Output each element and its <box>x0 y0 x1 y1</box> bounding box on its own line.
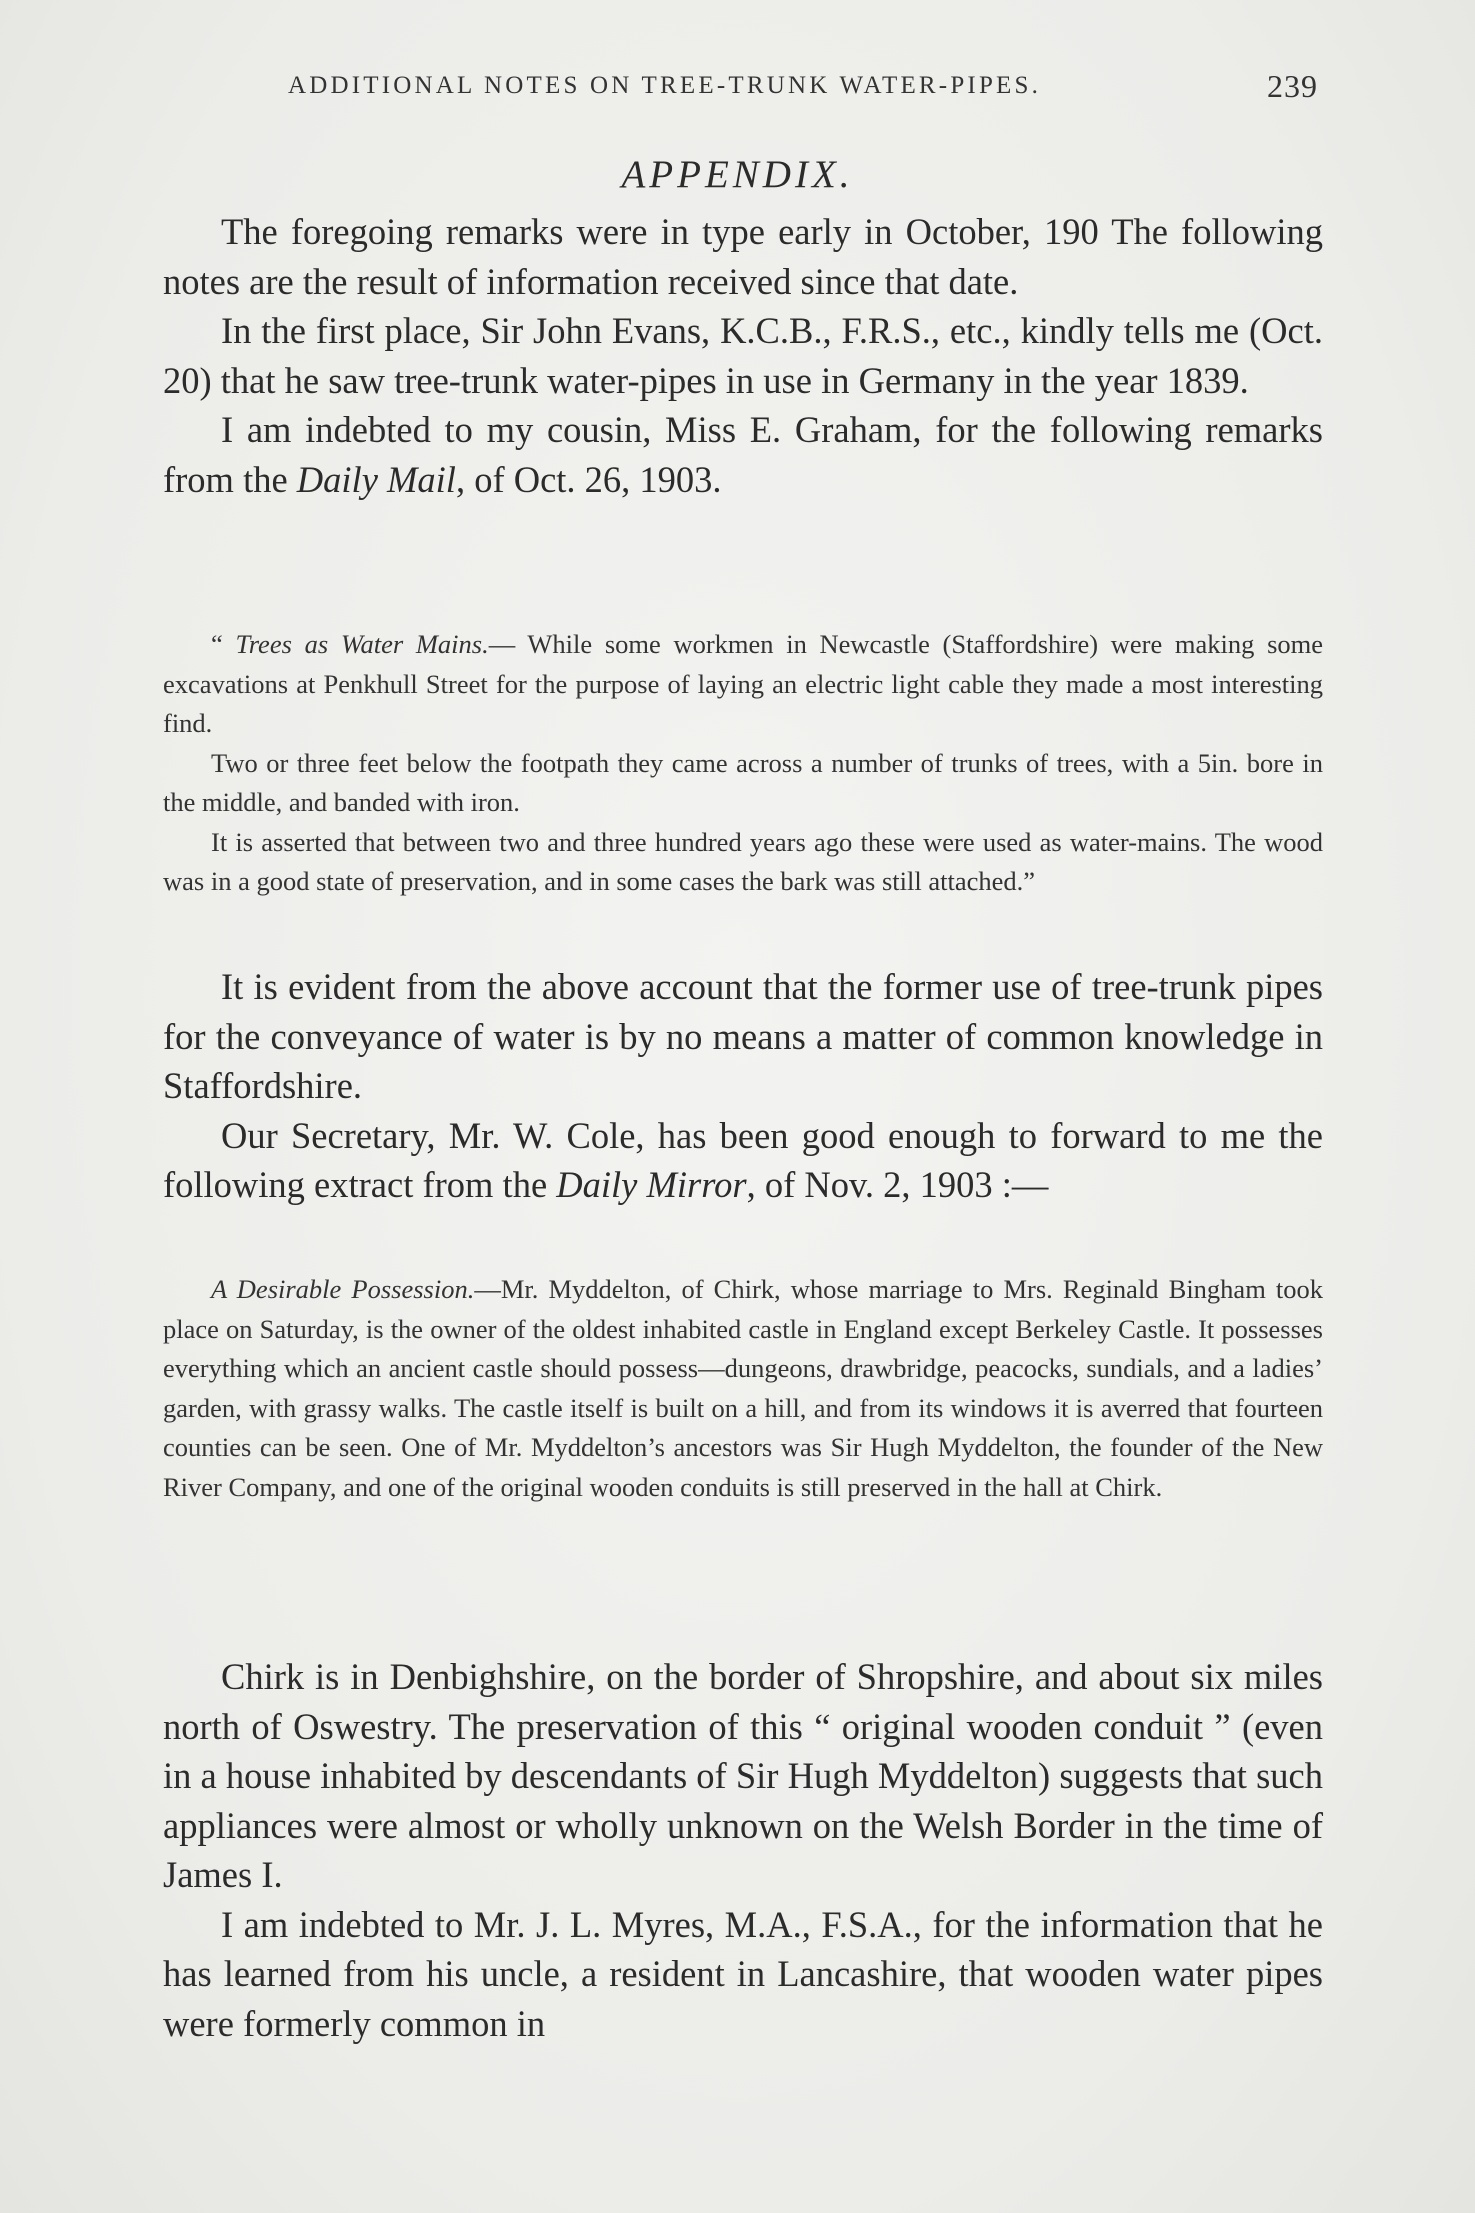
page-number: 239 <box>1267 68 1318 104</box>
appendix-heading: APPENDIX. <box>621 153 854 196</box>
paragraph-chirk: Chirk is in Denbighshire, on the border of Shropshire, and about six miles north of Oswestry. The preservation of this “ original wooden conduit ” (even in a house inhabited by descendants of Sir Hugh Myddelton) suggests that such appliances were almost or wholly unknown on the Welsh Border in the time of James I. <box>163 1656 1323 1895</box>
quote2-text: —Mr. Myddelton, of Chirk, whose marriage to Mrs. Reginald Bingham took place on Saturday, is the owner of the oldest inhabited castle in England except Berkeley Castle. It possesses everything which an ancient castle should possess—dungeons, drawbridge, peacocks, sundials, and a ladies’ garden, with grassy walks. The castle itself is built on a hill, and from its windows it is averred that fourteen counties can be seen. One of Mr. Myddelton’s ancestors was Sir Hugh Myddelton, the founder of the New River Company, and one of the original wooden conduits is still preserved in the hall at Chirk. <box>163 1274 1323 1502</box>
quote-trees-as-water-mains <box>163 625 1323 902</box>
paragraph-evident: It is evident from the above account that the former use of tree-trunk pipes for the conveyance of water is by no means a matter of common knowledge in Staffordshire. <box>163 966 1323 1106</box>
quote2-title: A Desirable Possession. <box>211 1274 475 1304</box>
quote1-text-1: — While some workmen in Newcastle (Staffordshire) were making some excavations at Penkhull Street for the purpose of laying an electric light cable they made a most interesting find. <box>163 629 1324 738</box>
quote1-paragraph-1 <box>163 625 1323 744</box>
quote1-paragraph-3: It is asserted that between two and three hundred years ago these were used as water-mains. The wood was in a good state of preservation, and in some cases the bark was still attached.” <box>163 826 1323 896</box>
paragraph-myres: I am indebted to Mr. J. L. Myres, M.A., F.S.A., for the information that he has learned from his uncle, a resident in Lancashire, that wooden water pipes were formerly common in <box>163 1903 1323 2044</box>
secretary-text: Our Secretary, Mr. W. Cole, has been good enough to forward to me the following extract from the <box>163 1114 1323 1205</box>
middle-paragraphs <box>163 962 1323 1210</box>
quote-desirable-possession <box>163 1270 1323 1507</box>
quote1-paragraph-2: Two or three feet below the footpath they came across a number of trunks of trees, with a 5in. bore in the middle, and banded with iron. <box>163 747 1323 817</box>
source-daily-mail: Daily Mail <box>296 458 456 500</box>
secretary-date: , of Nov. 2, 1903 :— <box>746 1164 1049 1205</box>
paragraph-graham <box>163 405 1323 504</box>
opening-paragraphs <box>163 207 1323 504</box>
paragraph-evans: In the first place, Sir John Evans, K.C.B., F.R.S., etc., kindly tells me (Oct. 20) that he saw tree-trunk water-pipes in use in Germany in the year 1839. <box>163 310 1323 401</box>
running-header <box>288 68 1318 104</box>
paragraph-foregoing: The foregoing remarks were in type early in October, 190 The following notes are the result of information received since that date. <box>163 211 1323 302</box>
graham-text: I am indebted to my cousin, Miss E. Graham, for the following remarks from the <box>163 409 1323 500</box>
quote1-title: Trees as Water Mains. <box>235 629 489 659</box>
graham-date: , of Oct. 26, 1903. <box>455 458 722 500</box>
running-title: ADDITIONAL NOTES ON TREE-TRUNK WATER-PIPES. <box>288 72 1042 99</box>
quote1-open: “ <box>211 629 236 659</box>
closing-paragraphs <box>163 1652 1323 2048</box>
source-daily-mirror: Daily Mirror <box>556 1164 747 1205</box>
paragraph-secretary <box>163 1111 1323 1210</box>
quote2-paragraph <box>163 1270 1323 1507</box>
